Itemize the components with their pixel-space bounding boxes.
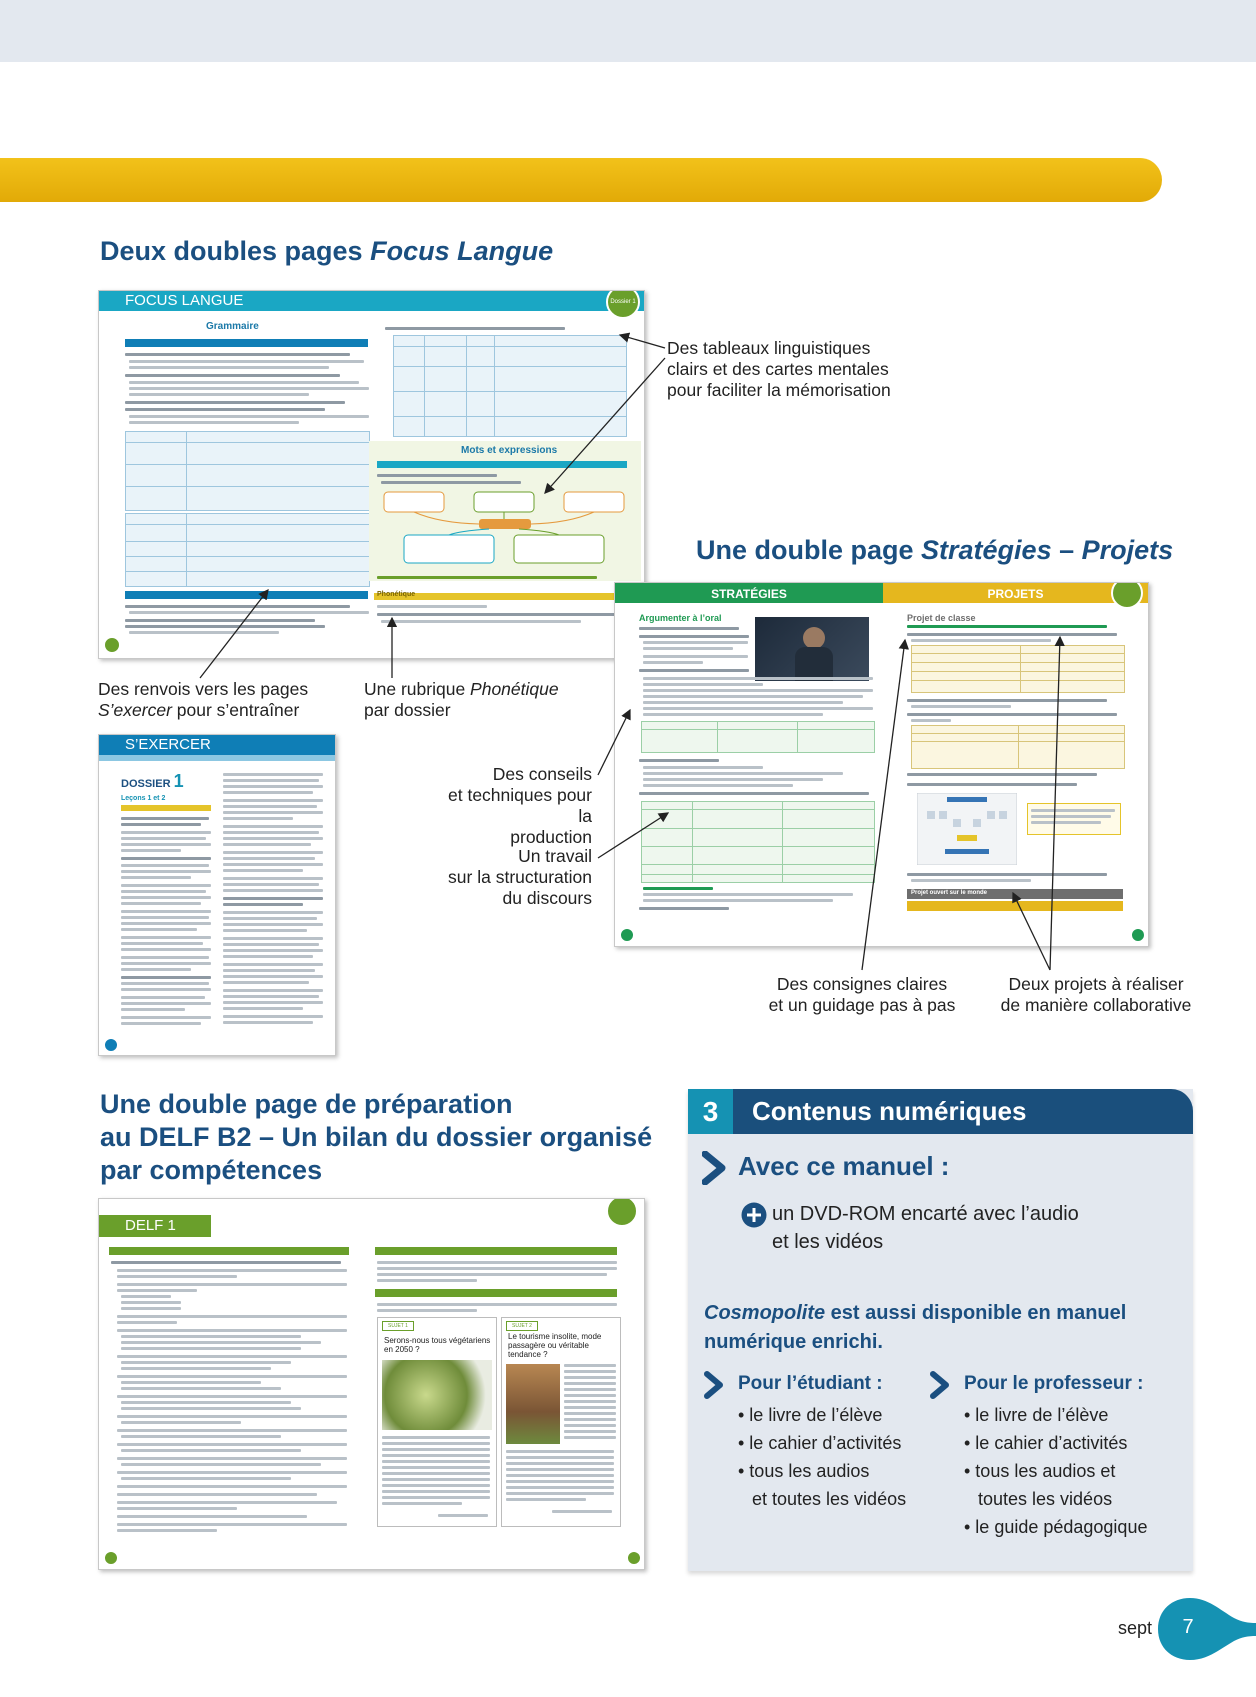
delf-thumbnail — [98, 1198, 645, 1570]
annotation-phonetique: Une rubrique Phonétique par dossier — [364, 679, 559, 720]
section-title-focus-langue: Deux doubles pages Focus Langue — [100, 236, 554, 266]
annotation-conseils: Des conseils et techniques pour la production — [448, 764, 592, 847]
dossier-badge: Dossier 1 — [606, 290, 640, 319]
annotation-travail: Un travail sur la structuration du discours — [448, 846, 592, 908]
projet-monde-label: Projet ouvert sur le monde — [911, 890, 988, 896]
contenus-numeriques-title: Contenus numériques — [752, 1096, 1027, 1126]
chevron-right-icon — [702, 1151, 728, 1185]
contenus-numeriques-panel — [688, 1089, 1193, 1571]
sujet1-label: SUJET 1 — [382, 1321, 414, 1331]
chevron-right-icon — [930, 1371, 952, 1399]
caravan-photo — [506, 1364, 560, 1444]
sujet2-label: SUJET 2 — [506, 1321, 538, 1331]
mots-expressions-title: Mots et expressions — [461, 445, 558, 456]
strategies-header: STRATÉGIES — [711, 587, 787, 601]
contenus-numeriques-header — [688, 1089, 1193, 1134]
sujet1-card — [377, 1317, 497, 1527]
page-tab-shape — [1158, 1596, 1256, 1662]
etudiant-list: • le livre de l’élève • le cahier d’activités • tous les audios et toutes les vidéos — [738, 1405, 907, 1509]
dossier-label: DOSSIER 1 — [121, 771, 184, 791]
page-number: 7 — [1182, 1616, 1194, 1638]
annotation-renvois: Des renvois vers les pages S’exercer pour s’entraîner — [98, 679, 309, 720]
sujet2-card — [501, 1317, 621, 1527]
page-word: sept — [1118, 1618, 1153, 1638]
sexercer-header-label: S’EXERCER — [125, 736, 211, 753]
argumenter-title: Argumenter à l’oral — [639, 613, 722, 623]
salad-photo — [382, 1360, 492, 1430]
sujet1-title: Serons-nous tous végétariens en 2050 ? — [384, 1336, 491, 1354]
annotation-tableaux: Des tableaux linguistiques clairs et des cartes mentales pour faciliter la mémorisation — [667, 338, 891, 400]
grammaire-title: Grammaire — [206, 321, 259, 332]
focus-header-label: FOCUS LANGUE — [125, 292, 244, 309]
projet-classe-title: Projet de classe — [907, 613, 976, 623]
avec-ce-manuel: Avec ce manuel : — [738, 1151, 950, 1181]
lecons-label: Leçons 1 et 2 — [121, 795, 166, 802]
projets-header: PROJETS — [987, 587, 1044, 601]
section-title-delf: Une double page de préparation au DELF B2 – Un bilan du dossier organisé par compétences — [100, 1089, 653, 1185]
sujet2-title: Le tourisme insolite, mode passagère ou véritable tendance ? — [508, 1332, 602, 1359]
cosmopolite-text: Cosmopolite est aussi disponible en manuel numérique enrichi. — [704, 1302, 1127, 1353]
delf-header-label: DELF 1 — [125, 1217, 176, 1234]
pour-etudiant-title: Pour l’étudiant : — [738, 1373, 883, 1394]
phonetique-label: Phonétique — [377, 591, 416, 598]
dvd-rom-text: un DVD-ROM encarté avec l’audio et les vidéos — [772, 1203, 1079, 1253]
section-title-strategies-projets: Une double page Stratégies – Projets — [696, 535, 1174, 565]
pour-professeur-title: Pour le professeur : — [964, 1373, 1144, 1394]
annotation-consignes: Des consignes claires et un guidage pas à pas — [768, 974, 956, 1015]
plus-icon — [741, 1202, 767, 1228]
professeur-list: • le livre de l’élève • le cahier d’activités • tous les audios et toutes les vidéos • le guide pédagogique — [964, 1405, 1148, 1537]
chevron-right-icon — [704, 1371, 726, 1399]
annotation-projets: Deux projets à réaliser de manière collaborative — [1000, 974, 1192, 1015]
section-number: 3 — [688, 1089, 733, 1134]
